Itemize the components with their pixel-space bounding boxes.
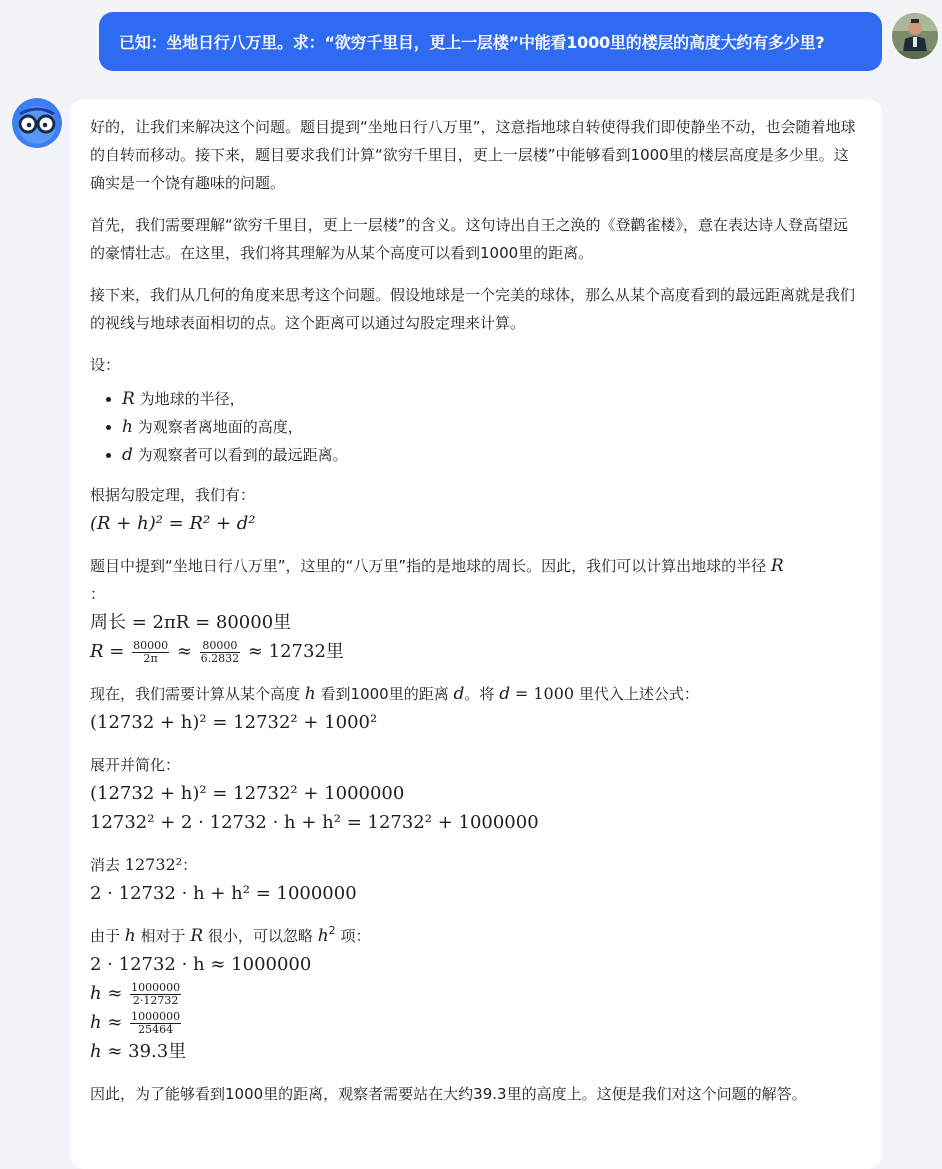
list-item-text: 为观察者可以看到的最远距离。 — [132, 446, 348, 464]
fraction-numerator: 80000 — [200, 640, 241, 653]
fraction-denominator: 6.2832 — [200, 651, 240, 665]
let-label: 设： — [90, 356, 121, 374]
circumference-sentence: 题目中提到“坐地日行八万里”，这里的“八万里”指的是地球的周长。因此，我们可以计算出地球的半径 — [90, 557, 767, 575]
text-segment: 很小，可以忽略 — [207, 927, 313, 945]
user-message-bubble — [99, 12, 882, 71]
list-item — [122, 413, 862, 441]
answer-intro: 好的，让我们来解决这个问题。题目提到“坐地日行八万里”，这意指地球自转使得我们即使静坐不动，也会随着地球的自转而移动。接下来，题目要求我们计算“欲穷千里目，更上一层楼”中能够看到1000里的楼层高度是多少里。这确实是一个饶有趣味的问题。 — [90, 118, 856, 192]
colon: ： — [182, 856, 198, 874]
substitution-equation — [90, 708, 862, 737]
fraction-denominator: 25464 — [138, 1022, 174, 1036]
assistant-answer-card — [70, 99, 882, 1169]
radius-equations — [90, 608, 862, 666]
user-message-text: 已知：坐地日行八万里。求：“欲穷千里目，更上一层楼”中能看1000里的楼层的高度大约有多少里? — [119, 33, 825, 52]
text-segment: 。将 — [464, 685, 495, 703]
circumference-text — [90, 552, 862, 608]
variable-list — [90, 385, 862, 469]
value-text: 12732² — [124, 855, 183, 874]
var-d: d — [122, 445, 133, 465]
list-item-text: 为地球的半径， — [134, 390, 245, 408]
equation-line: h ≈ $\frac{1000000}{25464}$ — [90, 1009, 181, 1036]
pythagoras-label: 根据勾股定理，我们有： — [90, 486, 256, 504]
value-text: = 1000 — [514, 684, 575, 703]
equation-line: 12732² + 2 · 12732 · h + h² = 12732² + 1000000 — [90, 812, 539, 833]
var-h: h — [122, 417, 133, 437]
text-segment: 项： — [340, 927, 371, 945]
equation-line: 2 · 12732 · h ≈ 1000000 — [90, 954, 312, 975]
fraction-numerator: 80000 — [133, 638, 169, 652]
text-segment: 现在，我们需要计算从某个高度 — [90, 685, 301, 703]
unit-text: 里 — [273, 612, 292, 633]
cancel-label — [90, 851, 862, 879]
answer-poem-meaning: 首先，我们需要理解“欲穷千里目，更上一层楼”的含义。这句诗出自王之涣的《登鹳雀楼》，意在表达诗人登高望远的豪情壮志。在这里，我们将其理解为从某个高度可以看到1000里的距离。 — [90, 216, 849, 262]
text-segment: 看到1000里的距离 — [320, 685, 449, 703]
fraction — [200, 640, 241, 665]
text-segment: 相对于 — [140, 927, 186, 945]
unit-text: 里 — [325, 641, 344, 662]
equation-line: 2 · 12732 · h + h² = 1000000 — [90, 883, 357, 904]
list-item-text: 为观察者离地面的高度， — [132, 418, 303, 436]
fraction — [130, 982, 181, 1007]
equation-line: R = $\frac{80000}{2\pi}$ ≈ $\frac{80000}{6.2832}$ ≈ 12732里 — [90, 638, 344, 665]
expand-equations — [90, 779, 862, 837]
list-item — [122, 441, 862, 469]
var-R: R — [770, 556, 784, 576]
user-avatar[interactable] — [892, 13, 938, 59]
list-item — [122, 385, 862, 413]
pythagoras-equation — [90, 509, 862, 538]
equation-label: 周长 — [90, 612, 126, 633]
assistant-avatar — [12, 98, 62, 148]
glasses-icon — [12, 98, 62, 148]
height-equations — [90, 950, 862, 1066]
fraction — [130, 1011, 181, 1036]
unit-text: 里 — [168, 1041, 187, 1062]
answer-geometry: 接下来，我们从几何的角度来思考这个问题。假设地球是一个完美的球体，那么从某个高度看到的最远距离就是我们的视线与地球表面相切的点。这个距离可以通过勾股定理来计算。 — [90, 286, 856, 332]
substitution-text: 现在，我们需要计算从某个高度 h 看到1000里的距离 d。将 d = 1000 里代入上述公式： — [90, 684, 699, 704]
expand-label: 展开并简化： — [90, 756, 181, 774]
text-segment: 里代入上述公式： — [578, 685, 699, 703]
equation-line: (12732 + h)² = 12732² + 1000² — [90, 712, 378, 733]
equation-line: h ≈ $\frac{1000000}{2\cdot 12732}$ — [90, 980, 181, 1007]
fraction-denominator: 2·12732 — [132, 993, 179, 1007]
radius-result: 12732 — [268, 641, 326, 662]
fraction-numerator: 1000000 — [131, 980, 181, 994]
neglect-label: 由于 h 相对于 R 很小，可以忽略 $h^2$ 项： — [90, 924, 371, 946]
equation-line: (12732 + h)² = 12732² + 1000000 — [90, 783, 405, 804]
equation-line: (R + h)² = R² + d² — [90, 513, 256, 534]
text-segment: 由于 — [90, 927, 121, 945]
text-segment: 消去 — [90, 856, 121, 874]
fraction-numerator: 1000000 — [131, 1009, 181, 1023]
equation-text: = 2πR = 80000 — [126, 612, 274, 633]
answer-conclusion: 因此，为了能够看到1000里的距离，观察者需要站在大约39.3里的高度上。这便是我们对这个问题的解答。 — [90, 1085, 807, 1103]
colon: ： — [90, 585, 106, 603]
equation-line: h ≈ 39.3里 — [90, 1041, 187, 1062]
fraction — [132, 640, 169, 665]
cancel-equation — [90, 879, 862, 908]
equation-line — [90, 608, 862, 637]
height-result: 39.3 — [128, 1041, 169, 1062]
fraction-denominator: 2π — [143, 651, 158, 665]
var-R: R — [122, 389, 135, 409]
